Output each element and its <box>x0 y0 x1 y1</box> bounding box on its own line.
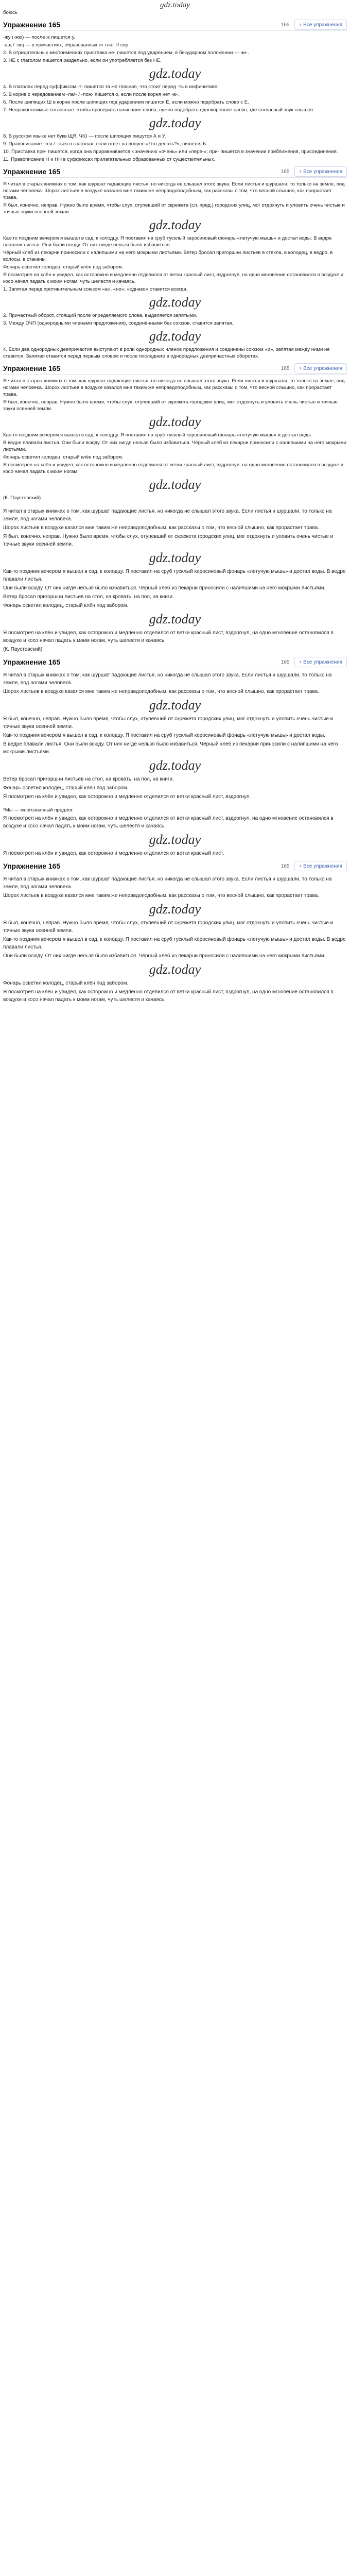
all-exercises-label: Все упражнения <box>303 863 342 869</box>
grammar-note: 1. Запятая перед противительным союзом «а», «но», «однако» ставится всегда. <box>3 286 188 292</box>
arrow-right-icon: › <box>299 863 302 869</box>
watermark: gdz.today <box>149 217 201 232</box>
grammar-note: 3. Между ОЧП (однородными членами предложения), соединёнными без союзов, ставится запятая. <box>3 320 234 326</box>
page-content <box>0 9 350 1004</box>
handwritten-line: Они были всюду. От них нигде нельзя было избавиться. Чёрный хлеб из пекарни приносили с налипшими на него мокрыми листьями. <box>3 585 326 591</box>
handwritten-answer-4 <box>3 875 347 1004</box>
all-exercises-label: Все упражнения <box>303 168 342 175</box>
watermark: gdz.today <box>149 962 201 977</box>
grammar-note: 4. Если два однородных деепричастия выступают в роли однородных членов предложения и соединены союзом «и», запятая между ними не ставится. Запятая ставится перед первым словом и после последнего в однородных деепричастных оборотах. <box>3 347 330 359</box>
rule-line: 10. Приставка пре- пишется, когда она приравнивается к значению «очень» или «пере-»; при- пишется в значении приближения, присоединения. <box>3 149 338 155</box>
text-paragraph: Фонарь осветил колодец, старый клён под забором. <box>3 454 124 460</box>
author-credit: (К. Паустовский) <box>3 647 43 652</box>
rule-line: -жу (-жю) — после ж пишется у. <box>3 35 76 40</box>
rule-line: -ащ / -ящ — в причастиях, образованных от глаг. II спр. <box>3 42 130 48</box>
preposition-note-section <box>3 807 347 857</box>
main-text-b <box>3 378 347 501</box>
header-fragment: боюсь <box>3 10 18 15</box>
arrow-right-icon: › <box>299 22 302 28</box>
handwritten-line: Я посмотрел на клён и увидел, как осторожно и медленно отделился от ветки красный лист, вздрогнул, на одно мгновение остановился в воздухе и косо начал падать к моим ногам, чуть шелестя и качаясь. <box>3 989 334 1003</box>
arrow-right-icon: › <box>299 168 302 175</box>
exercise-title: Упражнение 165 <box>3 167 61 176</box>
exercise-number: 165 <box>281 863 290 869</box>
handwritten-line: Я был, конечно, неправ. Нужно было время, чтобы слух, отупевший от скрежета городских улиц, мог отдохнуть и уловить очень чистые и точные звуки осенней земли. <box>3 920 334 934</box>
all-exercises-link[interactable] <box>294 861 347 871</box>
watermark: gdz.today <box>149 550 201 565</box>
arrow-right-icon: › <box>299 659 302 665</box>
watermark: gdz.today <box>149 612 201 626</box>
exercise-bar <box>3 860 347 872</box>
grammar-notes <box>3 286 347 360</box>
handwritten-line: Ветер бросал пригоршни листьев на стол, на кровать, на пол, на книги. <box>3 594 174 600</box>
rules-section <box>3 34 347 163</box>
rule-line: 9. Правописание -тся / -ться в глаголах: если ответ на вопрос «Что делать?», пишется Ь. <box>3 141 208 147</box>
all-exercises-link[interactable] <box>294 20 347 30</box>
handwritten-line: Фонарь осветил колодец, старый клён под забором. <box>3 980 129 986</box>
text-paragraph: Как-то поздним вечером я вышел в сад, к колодцу. Я поставил на сруб тусклый керосиновый фонарь «летучую мышь» и достал воды. В ведре плавали листья. Они были всюду. От них нигде нельзя было избавиться. <box>3 235 332 248</box>
exercise-number: 165 <box>281 365 290 371</box>
exercise-title: Упражнение 165 <box>3 862 61 870</box>
watermark: gdz.today <box>149 329 201 344</box>
all-exercises-link[interactable] <box>294 363 347 374</box>
watermark: gdz.today <box>149 115 201 130</box>
rule-line: 7. Непроизносимые согласные: чтобы проверить написание слова, нужно подобрать однокоренное слово, где согласный звук слышен. <box>3 107 314 113</box>
text-paragraph: Чёрный хлеб из пекарни приносили с налипшими на него мокрыми листьями. Ветер бросал пригоршни листьев в стекла, в колодец, в ведро, в волосы, в стаканы. <box>3 250 333 262</box>
handwritten-line: Шорох листьев в воздухе казался мне таким же неправдоподобным, как рассказы о том, что весной слышно, как прорастает трава. <box>3 893 319 899</box>
text-paragraph: Я читал в старых книжках о том, как шуршат падающие листья, но никогда не слышал этого звука. Если листья и шуршали, то только на земле, под ногами человека. Шорох листьев в воздухе казался мне таким же неправдоподобным, как рассказы о том, что весной слышно, как прорастает трава. <box>3 181 345 200</box>
handwritten-line: Фонарь осветил колодец, старый клён под забором. <box>3 603 129 608</box>
rule-line: 11. Правописание Н и НН в суффиксах прилагательных образованных от существительных. <box>3 157 216 162</box>
exercise-number: 165 <box>281 22 290 28</box>
text-paragraph: Я посмотрел на клён и увидел, как осторожно и медленно отделился от ветки красный лист, вздрогнул, на одно мгновение остановился в воздухе и косо начал падать к моим ногам. <box>3 462 344 474</box>
rule-line: 6. После шипящих Ш в корне после шипящих под ударением пишется Ё, если можно подобрать слово с Е. <box>3 99 249 105</box>
text-paragraph: В ведре плавали листья. Они были всюду. От них нигде нельзя было избавиться. Чёрный хлеб из пекарни приносили с налипшими на него мокрыми листьями. <box>3 440 347 452</box>
handwritten-line: Шорох листьев в воздухе казался мне таким же неправдоподобным, как рассказы о том, что весной слышно, как прорастает трава. <box>3 689 319 694</box>
main-text-a <box>3 181 347 285</box>
watermark: gdz.today <box>149 477 201 492</box>
handwritten-line: Я читал в старых книжках о том, как шуршат падающие листья, но никогда не слышал этого звука. Если листья и шуршали, то только на земле, под ногами человека. <box>3 876 332 890</box>
handwritten-line: Как-то поздним вечером я вышел в сад, к колодцу. Я поставил на сруб тусклый керосиновый фонарь «летучую мышь» и достал воды. <box>3 733 325 738</box>
text-paragraph: Я посмотрел на клён и увидел, как осторожно и медленно отделился от ветки красный лист, вздрогнул, на одно мгновение остановился в воздухе и косо начал падать к моим ногам, чуть шелестя и качаясь. <box>3 272 344 284</box>
all-exercises-label: Все упражнения <box>303 365 342 371</box>
watermark: gdz.today <box>149 66 201 81</box>
watermark: gdz.today <box>149 295 201 310</box>
all-exercises-label: Все упражнения <box>303 22 342 28</box>
rule-line: 4. В глаголах перед суффиксом -т- пишется та же гласная, что стоит перед -ть в инфинитиве. <box>3 84 219 90</box>
handwritten-line: Фонарь осветил колодец, старый клён под забором. <box>3 785 129 791</box>
watermark: gdz.today <box>149 698 201 713</box>
grammar-note: 2. Причастный оборот, стоящий после определяемого слова, выделяется запятыми. <box>3 313 197 318</box>
handwritten-line: Я посмотрел на клён и увидел, как осторожно и медленно отделился от ветки красный лист, вздрогнул, на одно мгновение остановился в воздухе и косо начал падать к моим ногам, чуть шелестя и качаясь. <box>3 816 334 829</box>
exercise-title: Упражнение 165 <box>3 21 61 29</box>
rule-line: 3. НЕ с глаголом пишется раздельно, если он употребляется без НЕ. <box>3 58 162 63</box>
text-paragraph: Я был, конечно, неправ. Нужно было время, чтобы слух, отупевший от скрежета (сл. пред.) городских улиц, мог отдохнуть и уловить очень чистые и точные звуки осенней земли. <box>3 202 345 215</box>
exercise-title: Упражнение 165 <box>3 658 61 666</box>
watermark: gdz.today <box>149 414 201 429</box>
author-credit: (К. Паустовский) <box>3 495 41 501</box>
all-exercises-link[interactable] <box>294 166 347 177</box>
all-exercises-label: Все упражнения <box>303 659 342 665</box>
rule-line: 8. В русском языке нет букв ЩЯ, ЧЮ — после шипящих пишутся А и У. <box>3 133 166 139</box>
text-paragraph: Я был, конечно, неправ. Нужно было время, чтобы слух, отупевший от скрежета городских улиц, мог отдохнуть и уловить очень чистые и точные звуки осенней земли. <box>3 399 338 412</box>
handwritten-line: Я читал в старых книжках о том, как шуршат падающие листья, но никогда не слышал этого звука. Если листья и шуршали, то только на земле, под ногами человека. <box>3 672 332 686</box>
handwritten-answer-3 <box>3 671 347 801</box>
rule-line: 2. В отрицательных местоимениях приставка не- пишется под ударением, в безударном положении — ни-. <box>3 50 249 56</box>
handwritten-line: Я посмотрел на клён и увидел, как осторожно и медленно отделился от ветки красный лист. <box>3 851 224 856</box>
preposition-note: *Мы — многозначный предлог. <box>3 807 74 813</box>
handwritten-line: Я был, конечно, неправ. Нужно было время, чтобы слух, отупевший от скрежета городских улиц, мог отдохнуть и уловить очень чистые и точные звуки осенней земли. <box>3 716 334 730</box>
watermark: gdz.today <box>149 758 201 773</box>
handwritten-line: Как-то поздним вечером я вышел в сад, к колодцу. Я поставил на сруб тусклый керосиновый фонарь «летучую мышь» и достал воды. В ведре плавали листья. <box>3 569 346 582</box>
handwritten-line: Они были всюду. От них нигде нельзя было избавиться. Чёрный хлеб из пекарни приносили с налипшими на него мокрыми листьями. <box>3 953 326 959</box>
exercise-bar <box>3 363 347 375</box>
handwritten-line: Ветер бросал пригоршни листьев на стол, на кровать, на пол, на книги. <box>3 776 174 782</box>
handwritten-line: Я был, конечно, неправ. Нужно было время, чтобы слух, отупевший от скрежета городских улиц, мог отдохнуть и уловить очень чистые и точные звуки осенней земли. <box>3 534 334 547</box>
text-paragraph: Как-то поздним вечером я вышел в сад, к колодцу. Я поставил на сруб тусклый керосиновый фонарь «летучую мышь» и достал воды. <box>3 432 312 438</box>
handwritten-line: Я читал в старых книжках о том, как шуршат падающие листья, но никогда не слышал этого звука. Если листья и шуршали, то только на земле, под ногами человека. <box>3 509 332 522</box>
exercise-number: 165 <box>281 168 290 175</box>
watermark: gdz.today <box>149 902 201 917</box>
handwritten-line: Как-то поздним вечером я вышел в сад, к колодцу. Я поставил на сруб тусклый керосиновый фонарь «летучую мышь» и достал воды. В ведре плавали листья. <box>3 937 346 950</box>
exercise-title: Упражнение 165 <box>3 364 61 372</box>
handwritten-line: Я посмотрел на клён и увидел, как осторожно и медленно отделился от ветки красный лист, вздрогнул. <box>3 794 251 800</box>
handwritten-line: Я посмотрел на клён и увидел, как осторожно и медленно отделился от ветки красный лист, вздрогнул, на одно мгновение остановился в воздухе и косо начал падать к моим ногам, чуть шелестя и качаясь. <box>3 630 334 643</box>
rule-line: 5. В корне с чередованием -лаг- / -лож- пишется о, если после корня нет -а-. <box>3 92 179 97</box>
text-paragraph: Фонарь осветил колодец, старый клён под забором. <box>3 264 124 270</box>
all-exercises-link[interactable] <box>294 657 347 667</box>
handwritten-line: Шорох листьев в воздухе казался мне таким же неправдоподобным, как рассказы о том, что весной слышно, как прорастает трава. <box>3 525 319 531</box>
handwritten-line: В ведре плавали листья. Они были всюду. От них нигде нельзя было избавиться. Чёрный хлеб из пекарни приносили с налипшими на него мокрыми листьями. <box>3 741 338 755</box>
watermark: gdz.today <box>149 832 201 847</box>
arrow-right-icon: › <box>299 365 302 371</box>
handwritten-answer-1 <box>3 507 347 653</box>
text-paragraph: Я читал в старых книжках о том, как шуршат падающие листья, но никогда не слышал этого звука. Если листья и шуршали, то только на земле, под ногами человека. Шорох листьев в воздухе казался мне таким же неправдоподобным, как рассказы о том, что весной слышно, как прорастает трава. <box>3 378 345 397</box>
exercise-bar-top <box>3 19 347 31</box>
exercise-number: 165 <box>281 659 290 665</box>
site-logo[interactable]: gdz.today <box>160 1 190 9</box>
exercise-bar <box>3 656 347 668</box>
exercise-bar <box>3 166 347 178</box>
